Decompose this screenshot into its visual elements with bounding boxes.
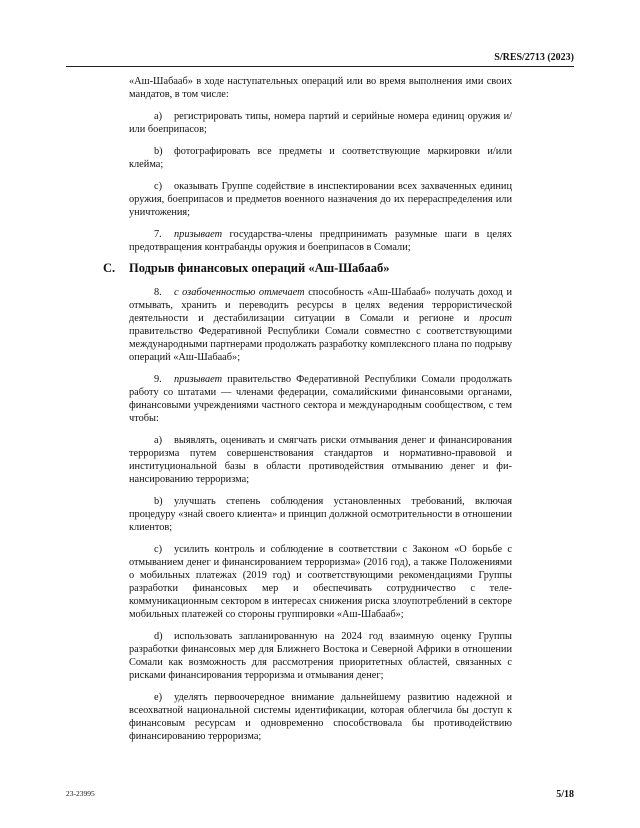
list-item-c xyxy=(129,543,512,621)
list-label: e) xyxy=(154,692,163,703)
page-number: 5/18 xyxy=(556,789,574,800)
list-label: b) xyxy=(154,146,163,157)
list-label: b) xyxy=(154,496,163,507)
list-item-e xyxy=(129,691,512,743)
list-item-d xyxy=(129,630,512,682)
list-text: регистрировать типы, номера партий и серийные номера единиц оружия и/или боеприпасов; xyxy=(129,111,512,135)
list-label: c) xyxy=(154,544,163,555)
list-item-a xyxy=(129,110,512,136)
list-text: фотографировать все предметы и соответствующие маркировки и/или клейма; xyxy=(129,146,512,170)
document-code: 23-23995 xyxy=(66,789,95,798)
list-label: a) xyxy=(154,435,163,446)
list-text: усилить контроль и соблюдение в соответствии с Законом «О борьбе с отмыванием денег и финансированием терроризма» (2016 год), а также Положениями о мобильных платежах (2019 год) и соответствующими рекомендациями Группы разработки финансовых мер и обеспечивать сотрудничество с телекоммуникационным сектором в интересах снижения риска злоупотреблений в секторе мобильных платежей со стороны группировки «Аш-Шабааб»; xyxy=(129,544,512,620)
section-letter: C. xyxy=(103,261,116,275)
operative-verb-2: просит xyxy=(479,313,512,324)
paragraph-number: 8. xyxy=(154,287,162,298)
text-block-lower xyxy=(129,286,512,752)
list-label: d) xyxy=(154,631,163,642)
paragraph-7 xyxy=(129,228,512,254)
paragraph-number: 7. xyxy=(154,229,162,240)
paragraph-text: государства-члены предпринимать разумные шаги в целях предотвращения контрабанды оружия и боеприпасов в Сомали; xyxy=(129,229,512,253)
list-item-a xyxy=(129,434,512,486)
list-text: улучшать степень соблюдения установленных требований, включая процедуру «знай своего клиента» и принцип должной осмотрительности в отношении клиентов; xyxy=(129,496,512,533)
operative-verb: с озабоченностью отмечает xyxy=(174,287,305,298)
list-text: выявлять, оценивать и смягчать риски отмывания денег и финансирования терроризма путем совершенствования стандартов и нормативно-правовой и институциональной базы в области противодействия отмыванию денег и финансированию терроризма; xyxy=(129,435,512,485)
list-text: уделять первоочередное внимание дальнейшему развитию надежной и всеохватной национальной системы идентификации, которая облегчила бы доступ к финансовым ресурсам и одновременно способствовала бы противодействию финансированию терроризма; xyxy=(129,692,512,742)
document-symbol: S/RES/2713 (2023) xyxy=(494,52,574,63)
section-title: Подрыв финансовых операций «Аш-Шабааб» xyxy=(129,261,390,275)
paragraph-continuation: «Аш-Шабааб» в ходе наступательных операций или во время выполнения ими своих мандатов, в том числе: xyxy=(129,76,512,100)
list-label: a) xyxy=(154,111,163,122)
list-label: c) xyxy=(154,181,163,192)
paragraph-text: правительство Федеративной Республики Сомали продолжать работу со штатами — членами федерации, сомалийскими финансовыми органами, финансовыми учреждениями частного сектора и международным сообществом, с тем чтобы: xyxy=(129,374,512,424)
list-item-b xyxy=(129,145,512,171)
paragraph-8 xyxy=(129,286,512,364)
paragraph-9 xyxy=(129,373,512,425)
operative-verb: призывает xyxy=(174,229,223,240)
list-text: оказывать Группе содействие в инспектировании всех захваченных единиц оружия, боеприпасов и предметов военного назначения до их перераспределения или уничтожения; xyxy=(129,181,512,218)
list-item-c xyxy=(129,180,512,219)
paragraph-text-2: правительство Федеративной Республики Сомали совместно с соответствующими международными партнерами продолжать разработку комплексного плана по подрыву операций «Аш-Шабааб»; xyxy=(129,326,512,363)
header-rule xyxy=(66,66,574,67)
text-block-upper xyxy=(129,75,512,263)
operative-verb: призывает xyxy=(174,374,223,385)
list-item-b xyxy=(129,495,512,534)
paragraph-text: способность «Аш-Шабааб» получать доход и отмывать, хранить и переводить ресурсы в целях ведения террористической деятельности и дестабилизации ситуации в Сомали и регионе и xyxy=(129,287,513,324)
section-heading xyxy=(103,261,390,276)
list-text: использовать запланированную на 2024 год взаимную оценку Группы разработки финансовых мер для Ближнего Востока и Северной Африки в отношении Сомали как возможность для рассмотрения приоритетных областей, связанных с рисками финансирования терроризма и отмывания денег; xyxy=(129,631,512,681)
paragraph-number: 9. xyxy=(154,374,162,385)
